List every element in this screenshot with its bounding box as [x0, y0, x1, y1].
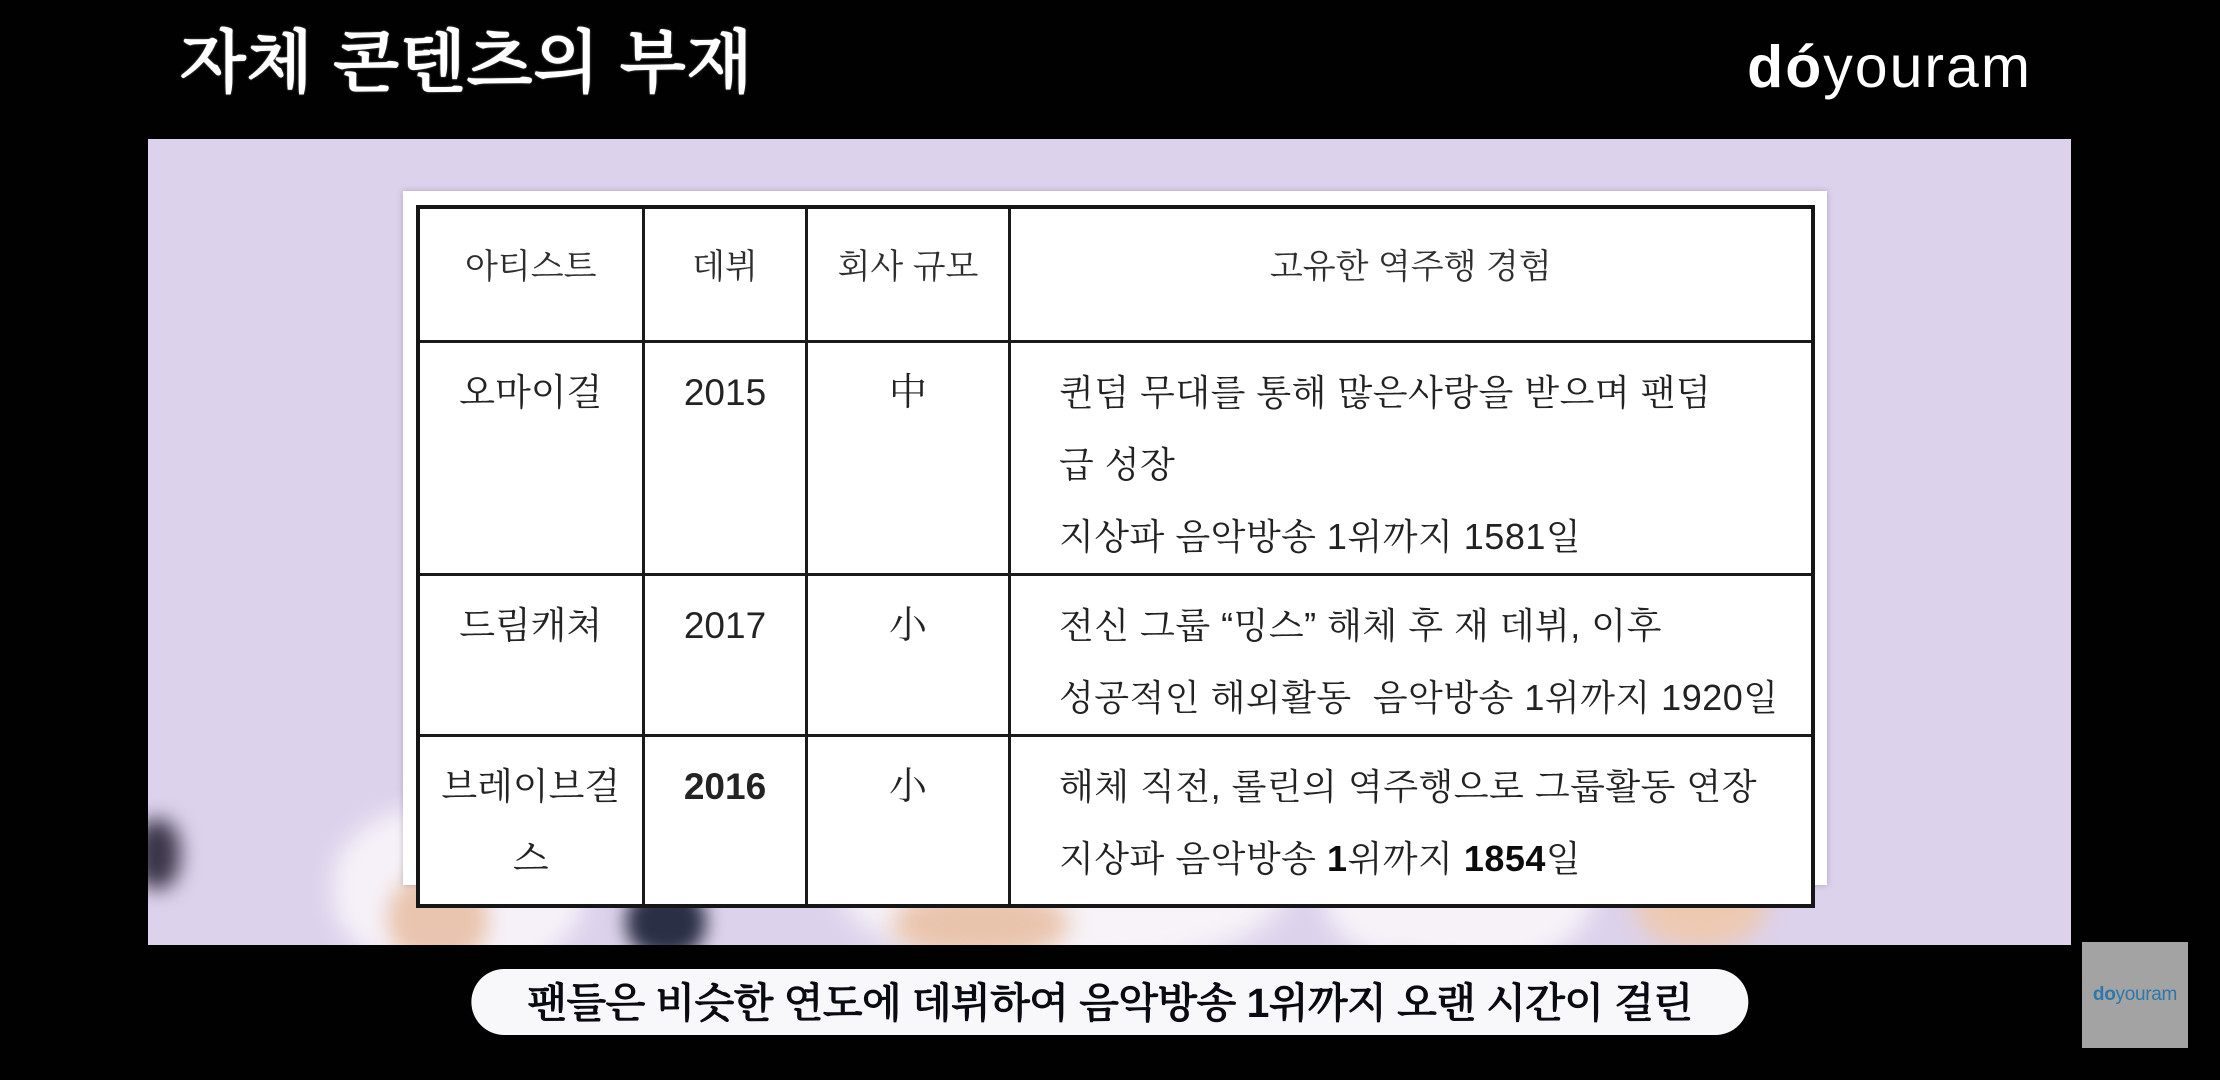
experience-segment: 1854 — [1463, 838, 1546, 879]
table-row — [418, 736, 1813, 906]
artist-cell: 드림캐쳐 — [418, 575, 644, 736]
header-cell-debut: 데뷔 — [644, 207, 807, 342]
experience-cell — [1010, 575, 1813, 736]
company-size-cell: 小 — [807, 736, 1010, 906]
experience-line: 해체 직전, 롤린의 역주행으로 그룹활동 연장 — [1059, 766, 1757, 807]
brand-logo — [1747, 34, 2032, 100]
experience-line: 퀸덤 무대를 통해 많은사랑을 받으며 팬덤 — [1059, 372, 1712, 413]
experience-segment: 1 — [1326, 838, 1348, 879]
experience-segment: 위까지 — [1347, 838, 1464, 879]
debut-cell: 2017 — [644, 575, 807, 736]
page-title: 자체 콘텐츠의 부재 — [180, 25, 754, 101]
table-header-row — [418, 207, 1813, 342]
artist-cell: 브레이브걸스 — [418, 736, 644, 906]
watermark-youram: youram — [2115, 984, 2178, 1005]
caption-pill — [471, 969, 1748, 1035]
brand-logo-do: dó — [1747, 34, 1824, 100]
background-figure — [148, 819, 180, 889]
experience-line: 전신 그룹 “밍스” 해체 후 재 데뷔, 이후 — [1059, 605, 1662, 646]
experience-line — [1059, 823, 1791, 895]
artist-table — [416, 205, 1815, 908]
company-size-cell: 中 — [807, 342, 1010, 575]
experience-line: 지상파 음악방송 1위까지 1581일 — [1059, 516, 1582, 557]
table-row — [418, 342, 1813, 575]
table-card — [403, 191, 1827, 885]
watermark-box — [2082, 942, 2188, 1048]
header-cell-experience: 고유한 역주행 경험 — [1010, 207, 1813, 342]
debut-cell: 2015 — [644, 342, 807, 575]
experience-segment: 일 — [1545, 838, 1582, 879]
experience-cell — [1010, 736, 1813, 906]
experience-line: 급 성장 — [1059, 444, 1176, 485]
experience-cell — [1010, 342, 1813, 575]
debut-cell: 2016 — [644, 736, 807, 906]
table-row — [418, 575, 1813, 736]
experience-segment: 지상파 음악방송 — [1059, 838, 1327, 879]
company-size-cell: 小 — [807, 575, 1010, 736]
brand-logo-youram: youram — [1823, 34, 2032, 100]
experience-line: 성공적인 해외활동 음악방송 1위까지 1920일 — [1059, 677, 1779, 718]
artist-cell: 오마이걸 — [418, 342, 644, 575]
watermark-do: do — [2092, 984, 2116, 1005]
header-cell-artist: 아티스트 — [418, 207, 644, 342]
header-cell-company-size: 회사 규모 — [807, 207, 1010, 342]
caption-text: 팬들은 비슷한 연도에 데뷔하여 음악방송 1위까지 오랜 시간이 걸린 — [527, 980, 1693, 1026]
